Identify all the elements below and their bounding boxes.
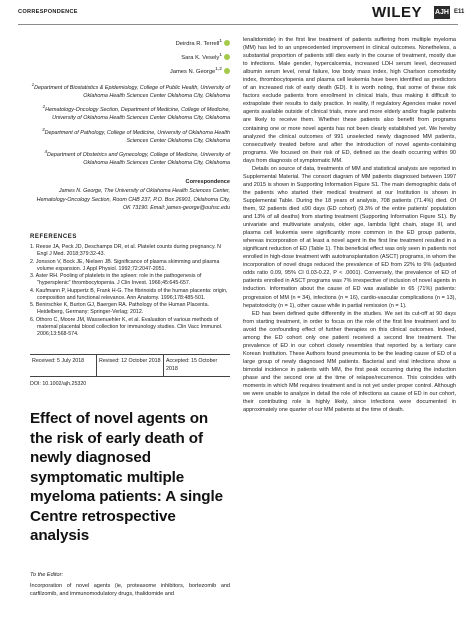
article-title: Effect of novel agents on the risk of early death of newly diagnosed symptomatic multiple myeloma patients: A single Centre retrospective analysis [30, 410, 223, 545]
reference-item: 6. Othoro C, Moore JM, Wassenuehler K, et al. Evaluation of various methods of maternal placental blood collection for immunology studies. Clin Vacc Immunol. 2006;13:568-574. [30, 316, 223, 338]
received-date: Received: 5 July 2018 [32, 358, 85, 365]
reference-item: 5. Benirschke K, Burton GJ, Baergen RA. Pathology of the Human Placenta. Heidelberg, Germany: Springer-Verlag; 2012. [30, 302, 210, 316]
article-dates [30, 354, 230, 377]
affiliation [30, 126, 230, 145]
body-paragraph: ED has been defined quite differently in the studies. We set its cut-off at 90 days from starting treatment, in order to focus on the role of the first line treatment and to avoid the confounding effect of further therapies on this clinical outcomes. Indeed, among the ED cohort only one patient received a second line treatment. The prevalence of ED in our cohort closely resembles that reported by a tertiary care Korean Institution. These Authors found pneumonia to be the leading cause of ED of a large group of newly diagnosed MM patients. Bacterial and viral infections show a bimodal incidence in patients with MM, the first peak occurring during the induction phase and the second one at the time of relapse/recurrence. This coincides with moments in which MM requires treatment and is not yet under proper control. Although we were unable to analyze in detail the role of infections as cause of ED in our cohort, their contributing role is highly likely, since infections were documented in approximately one quarter of our MM patients at the time of death. [243, 310, 456, 414]
body-paragraph: Details on source of data, treatments of MM and statistical analysis are reported in Supplemental Material. The consort diagram of MM patients diagnosed between 1997 and 2015 is shown in Supporting Information Figure S1. The main demographic data of the patients who started their medical treatment at our Institution is shown in Supplemental Table. During the 18 years of analysis, 708 patients (71.4%) died. Of them, 92 patients died ≤90 days (ED cohort) (9.3% of the entire patients' population and 13% of all deaths) from starting treatment (Supporting Information Figure S1). By univariate and multivariate analysis, older age, lambda light chain, stage III, and plasma cell leukemia were significantly more common in the ED group patients, whereas incorporation of at least a novel agent in the first line treatment resulted in a significant reduction of ED (Table 1). This beneficial effect was only seen in patients not enrolled in high-dose treatment with autotransplantation (ASCT) programs, in whom the incorporation of novel drugs reduced the prevalence of ED from 22% to 9% (adjusted odds ratio 0.09, 95% CI 0.03-0.22, P < .0001). Conversely, the prevalence of ED of patients enrolled in ASCT programs was 7% irrespective of inclusion of novel agents in induction. Information about the cause of ED was available in 65 (71%) patients: progression of MM (n = 34), infections (n = 16), cardio-vascular complications (n = 13), hepatotoxicity (n = 1), other cause while in partial remission (n = 1). [243, 165, 456, 309]
section-label: CORRESPONDENCE [18, 9, 78, 15]
left-column [30, 36, 230, 598]
orcid-icon[interactable] [224, 54, 230, 60]
orcid-icon[interactable] [224, 68, 230, 74]
header-divider [18, 24, 458, 25]
author-line [30, 50, 230, 64]
affiliation-sup: 1 [31, 81, 35, 87]
doi-link[interactable]: DOI: 10.1002/ajh.25320 [30, 381, 87, 388]
author-name: James N. George [169, 68, 216, 75]
reference-item: 2. Jonsson V, Bock JE, Nielsen JB. Significance of plasma skimming and plasma volume expansion. J Appl Physiol. 1992;72:2047-2051. [30, 258, 220, 272]
page-header [18, 4, 465, 24]
affiliation [30, 148, 230, 167]
affiliation-text: Department of Obstetrics and Gynecology, College of Medicine, University of Oklahoma Health Sciences Center Oklahoma City, Oklahoma [47, 151, 230, 167]
reference-list [30, 244, 230, 338]
author-affil-sup: 1 [219, 39, 222, 44]
correspondence-heading: Correspondence [185, 179, 230, 186]
journal-badge: AJH [434, 6, 450, 19]
affiliation-text: Department of Biostatistics & Epidemiology, College of Public Health, University of Oklahoma Health Sciences Center Oklahoma City, Oklahoma [34, 84, 230, 99]
author-line [30, 36, 230, 50]
author-name: Deirdra R. Terrell [175, 40, 220, 47]
body-paragraph: lenalidomide) in the first line treatment of patients suffering from multiple myeloma (MM) has led to an unprecedented improvement in clinical outcomes. Nonetheless, a substantial proportion of patients still dies early in the course of treatment, mostly due to infections. Male gender, hypercalcemia, increased LDH serum level, decreased albumin serum level, renal failure, low body mass index, high Charlson comorbidity index, thrombocytopenia and plasma cell leukemia have been identified as predictors of an increased risk of early death (ED). It is worth noting, that some of these risk factors exclude patients from enrollment in clinical trials, thus making it difficult to extrapolate their results to daily practice. In reality, if regulatory Agencies make novel agents available outside of clinical trials, more and more elderly and/or fragile patients are likely to receive them. Whether these patients also benefit from programs containing one or more novel agents has not been clearly established yet. We hereby analyzed the clinical outcomes of 991 unselected newly diagnosed MM patients, consecutively treated before and after the introduction of novel agents-containing programs. We focused on their risk of ED, defined as the death occurring within 90 days from diagnosis of symptomatic MM. [243, 37, 456, 164]
affiliation-text: Hematology-Oncology Section, Department of Medicine, College of Medicine, University of Oklahoma Health Sciences Center Oklahoma City, Oklahoma [45, 106, 230, 122]
correspondence-block [30, 178, 230, 212]
affiliation-list [30, 81, 230, 168]
salutation: To the Editor: [30, 571, 64, 578]
right-column [243, 36, 456, 414]
revised-date: Revised: 12 October 2018 [96, 355, 163, 376]
affiliation [30, 103, 230, 122]
affiliation-sup: 3 [42, 126, 45, 132]
author-line [30, 64, 230, 78]
reference-item: 1. Reese JA, Peck JD, Deschamps DR, et al. Platelet counts during pregnancy. N Engl J Med. 2018;379:32-43. [30, 244, 221, 258]
author-list [30, 36, 230, 78]
references-heading: REFERENCES [30, 234, 78, 241]
affiliation-sup: 2 [42, 104, 46, 110]
author-affil-sup: 1 [219, 52, 222, 58]
reference-item: 3. Aster RH. Pooling of platelets in the spleen: role in the pathogenesis of "hypersplenic" thrombocytopenia. J Clin Invest. 1966;45:645-657. [30, 273, 202, 287]
accepted-date: Accepted: 15 October 2018 [163, 355, 230, 376]
affiliation [30, 81, 230, 100]
page-number: E11 [454, 9, 465, 15]
publisher-logo: WILEY [372, 4, 422, 21]
author-affil-sup: 1,2 [215, 66, 222, 72]
correspondence-text: James N. George, The University of Oklahoma Health Sciences Center, Hematology-Oncology Section, Room CHB 237, P.O. Box 26901, Oklahoma City, OK 73190. Email: james-george@ouhsc.edu [36, 188, 230, 211]
author-name: Sara K. Vesely [181, 54, 220, 61]
affiliation-sup: 4 [44, 148, 48, 154]
orcid-icon[interactable] [224, 40, 230, 46]
affiliation-text: Department of Pathology, College of Medicine, University of Oklahoma Health Sciences Center Oklahoma City, Oklahoma [44, 129, 230, 144]
intro-paragraph: Incorporation of novel agents (ie, proteasome inhibitors, bortezomib and carfilzomib, and immunomodulatory drugs, thalidomide and [30, 582, 230, 597]
reference-item: 4. Kaufmann P, Huppertz B, Frank H-G. The fibrinoids of the human placenta: origin, composition and functional relevance. Ann Anatomy. 1996;178:485-501. [30, 287, 228, 301]
